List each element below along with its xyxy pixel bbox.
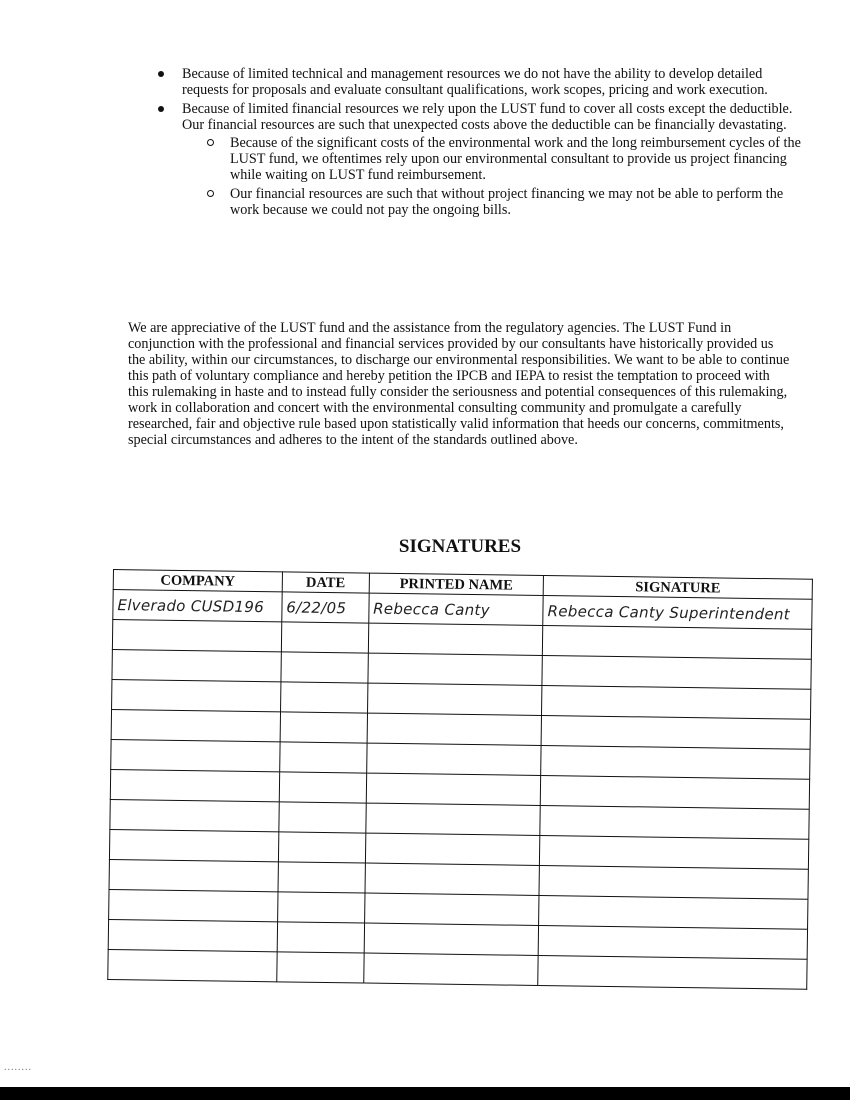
- signature-table: [107, 569, 813, 990]
- date-cell: [280, 742, 367, 773]
- sub-bullet-text: Because of the significant costs of the environmental work and the long reimbursement cycles of the LUST fund, we oftentimes rely upon our environmental consultant to provide us project financing while waiting on LUST fund reimbursement.: [230, 135, 801, 183]
- date-cell: [279, 772, 366, 803]
- company-cell: [112, 649, 281, 681]
- column-header-date: DATE: [282, 572, 369, 593]
- printed-name-cell: [364, 893, 539, 925]
- bullet-item: [155, 66, 805, 98]
- company-cell: Elverado CUSD196: [113, 590, 282, 622]
- printed-name-cell: [365, 863, 540, 895]
- company-cell: [108, 919, 277, 951]
- scan-edge-bar: [0, 1087, 850, 1100]
- date-cell: [278, 832, 365, 863]
- signature-cell: [541, 715, 810, 749]
- scan-artifact-dots: ........: [4, 1062, 32, 1073]
- date-cell: [277, 952, 364, 983]
- signatures-heading: SIGNATURES: [398, 536, 522, 557]
- printed-name-cell: [368, 653, 543, 685]
- company-cell: [109, 829, 278, 861]
- sub-bullet-text: Our financial resources are such that without project financing we may not be able to perform the work because we could not pay the ongoing bills.: [230, 186, 784, 218]
- date-cell: [277, 892, 364, 923]
- hollow-circle-icon: [207, 190, 214, 197]
- bullet-text: Because of limited technical and management resources we do not have the ability to develop detailed requests for proposals and evaluate consultant qualifications, work scopes, pricing and work execution.: [182, 66, 768, 98]
- sub-bullet-item: [204, 186, 805, 218]
- signature-cell: [541, 745, 810, 779]
- signature-cell: [538, 925, 807, 959]
- company-cell: [109, 859, 278, 891]
- bullet-dot-icon: [158, 71, 164, 77]
- company-cell: [108, 949, 277, 981]
- printed-name-cell: [368, 623, 543, 655]
- signature-cell: Rebecca Canty Superintendent: [543, 596, 812, 630]
- company-cell: [112, 679, 281, 711]
- date-cell: [280, 712, 367, 743]
- column-header-company: COMPANY: [113, 570, 282, 592]
- date-cell: [279, 802, 366, 833]
- bullet-text: Because of limited financial resources we rely upon the LUST fund to cover all costs except the deductible. Our financial resources are such that unexpected costs above the deductible can be financially devastating.: [182, 101, 793, 133]
- company-cell: [110, 769, 279, 801]
- printed-name-cell: [367, 683, 542, 715]
- printed-name-cell: [366, 773, 541, 805]
- bullet-dot-icon: [158, 106, 164, 112]
- company-cell: [111, 739, 280, 771]
- bullet-item: [155, 101, 805, 218]
- sub-bullet-list: [182, 135, 805, 218]
- petition-paragraph: We are appreciative of the LUST fund and the assistance from the regulatory agencies. The LUST Fund in conjunction with the professional and financial services provided by our consultants have historically provided us the ability, within our circumstances, to discharge our environmental responsibilities. We want to be able to continue this path of voluntary compliance and hereby petition the IPCB and IEPA to resist the temptation to proceed with this rulemaking in haste and to instead fully consider the seriousness and potential consequences of this rulemaking, work in collaboration and concert with the environmental consulting community and promulgate a carefully researched, fair and objective rule based upon statistically valid information that heeds our concerns, commitments, special circumstances and adheres to the intent of the standards outlined above.: [128, 320, 790, 448]
- signature-cell: [540, 805, 809, 839]
- date-cell: 6/22/05: [282, 592, 369, 623]
- hollow-circle-icon: [207, 139, 214, 146]
- signature-cell: [542, 686, 811, 720]
- printed-name-cell: [367, 713, 542, 745]
- date-cell: [281, 622, 368, 653]
- signature-cell: [540, 835, 809, 869]
- printed-name-cell: [366, 743, 541, 775]
- signature-cell: [542, 626, 811, 660]
- printed-name-cell: [365, 833, 540, 865]
- column-header-signature: SIGNATURE: [543, 576, 812, 600]
- company-cell: [109, 889, 278, 921]
- signature-cell: [542, 656, 811, 690]
- signature-cell: [538, 955, 807, 989]
- date-cell: [278, 862, 365, 893]
- printed-name-cell: [366, 803, 541, 835]
- date-cell: [277, 922, 364, 953]
- signature-cell: [539, 865, 808, 899]
- company-cell: [110, 799, 279, 831]
- printed-name-cell: [363, 953, 538, 985]
- signature-cell: [539, 895, 808, 929]
- printed-name-cell: Rebecca Canty: [368, 593, 543, 625]
- sub-bullet-item: [204, 135, 805, 183]
- date-cell: [280, 682, 367, 713]
- bullet-list: [155, 66, 805, 221]
- column-header-printed-name: PRINTED NAME: [369, 573, 544, 595]
- signature-cell: [540, 775, 809, 809]
- company-cell: [112, 620, 281, 652]
- date-cell: [281, 652, 368, 683]
- company-cell: [111, 709, 280, 741]
- printed-name-cell: [364, 923, 539, 955]
